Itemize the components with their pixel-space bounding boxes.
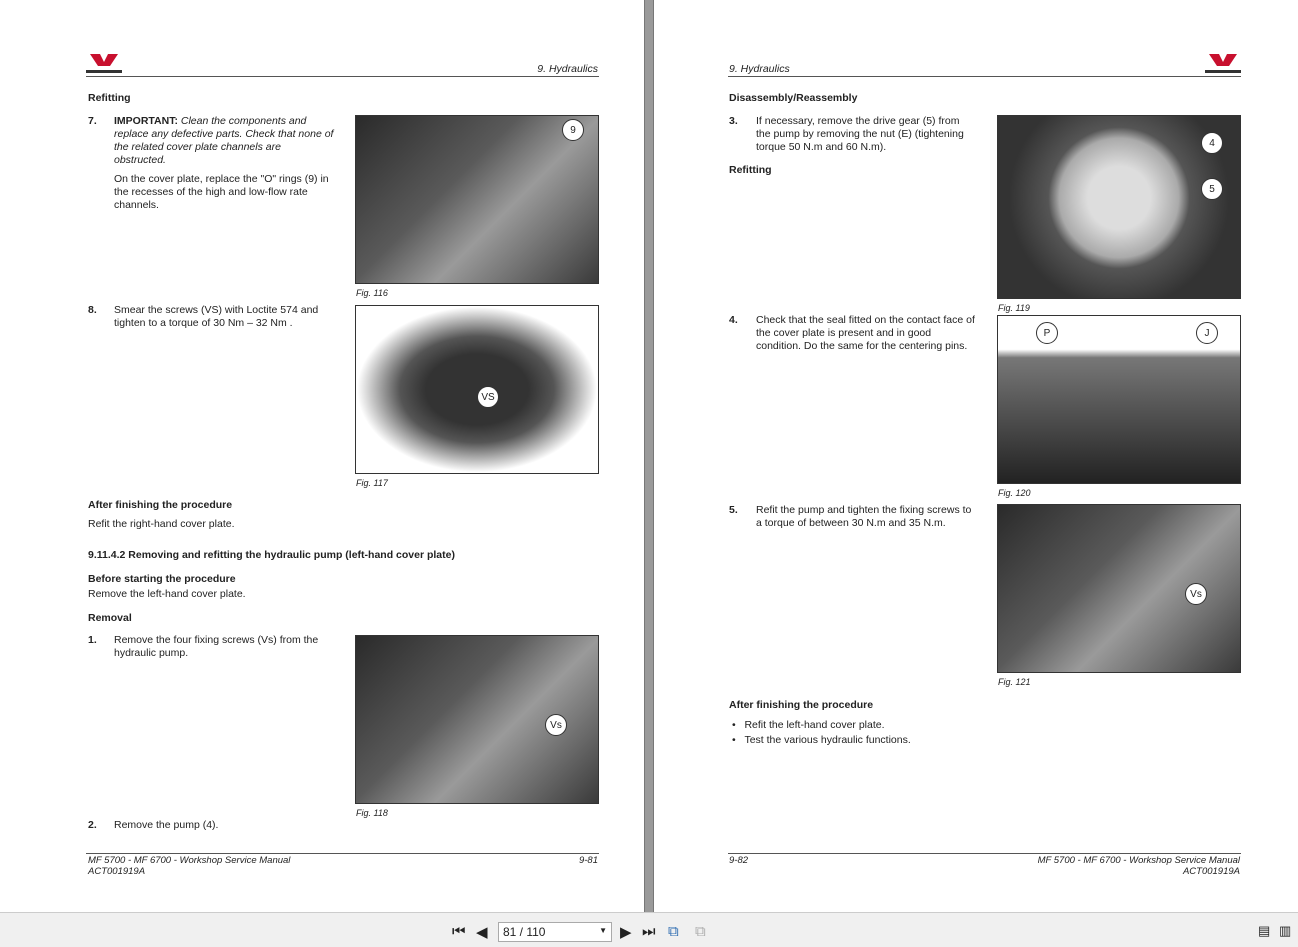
figure-116-image [355,115,599,284]
go-forward-view-icon[interactable]: ⧉ [695,923,706,940]
page-number: 9-82 [729,855,749,866]
navigation-toolbar [0,912,1298,947]
right-page [653,0,1298,912]
single-page-view-icon[interactable]: ▤ [1258,923,1271,938]
step7-text [114,115,334,167]
last-page-button[interactable]: ⏭ [642,923,656,940]
left-page [0,0,645,912]
step-number: 3. [729,115,738,127]
callout: 5 [1201,178,1223,200]
heading-refitting: Refitting [729,164,772,176]
figure-119-image [997,115,1241,299]
footer-title: MF 5700 - MF 6700 - Workshop Service Manual [88,855,291,866]
section-heading: 9.11.4.2 Removing and refitting the hydraulic pump (left-hand cover plate) [88,549,455,561]
figure-caption: Fig. 118 [356,808,388,818]
important-note: Clean the components and replace any defective parts. Check that none of the related cover plate channels are obstructed. [114,115,334,166]
heading-disassembly: Disassembly/Reassembly [729,92,858,104]
bullet-item: • Test the various hydraulic functions. [732,734,911,746]
figure-121-image [997,504,1241,673]
heading-refitting: Refitting [88,92,131,104]
callout: 4 [1201,132,1223,154]
go-back-view-icon[interactable]: ⧉ [668,923,679,940]
figure-caption: Fig. 117 [356,478,388,488]
step5-text: Refit the pump and tighten the fixing screws to a torque of between 30 N.m and 35 N.m. [756,504,972,529]
callout: VS [477,386,499,408]
previous-page-button[interactable]: ◀ [476,924,488,941]
step-number: 2. [88,819,97,831]
footer-code: ACT001919A [1182,866,1240,877]
step1-text: Remove the four fixing screws (Vs) from the hydraulic pump. [114,634,319,659]
next-page-button[interactable]: ▶ [620,924,632,941]
callout: J [1196,322,1218,344]
heading-removal: Removal [88,612,132,624]
step8-text: Smear the screws (VS) with Loctite 574 and tighten to a torque of 30 Nm – 32 Nm . [114,304,319,329]
after-text: Refit the right-hand cover plate. [88,518,235,530]
bullet-text: Test the various hydraulic functions. [744,734,911,746]
brand-logo-icon [86,52,122,76]
figure-caption: Fig. 121 [998,677,1031,687]
figure-caption: Fig. 119 [998,303,1030,313]
step-number: 8. [88,304,97,316]
bullet-item: • Refit the left-hand cover plate. [732,719,885,731]
step2-text: Remove the pump (4). [114,819,219,831]
callout: Vs [545,714,567,736]
figure-118-image [355,635,599,804]
callout: P [1036,322,1058,344]
step-number: 7. [88,115,97,127]
page-header: 9. Hydraulics [729,63,790,75]
dropdown-arrow-icon[interactable]: ▼ [599,926,607,935]
bullet-text: Refit the left-hand cover plate. [744,719,885,731]
heading-after: After finishing the procedure [88,499,233,511]
step-number: 4. [729,314,738,326]
footer-code: ACT001919A [88,866,146,877]
callout: Vs [1185,583,1207,605]
page-number: 9-81 [578,855,598,866]
figure-caption: Fig. 116 [356,288,388,298]
step-number: 5. [729,504,738,516]
figure-117-image [355,305,599,474]
important-label: IMPORTANT: [114,115,178,127]
step7-instruction: On the cover plate, replace the "O" rings (9) in the recesses of the high and low-flow rate channels. [114,173,329,211]
figure-120-image [997,315,1241,484]
callout: 9 [562,119,584,141]
two-page-view-icon[interactable]: ▥ [1279,923,1292,938]
step4-text: Check that the seal fitted on the contact face of the cover plate is present and in good condition. Do the same for the centering pins. [756,314,975,352]
step-number: 1. [88,634,97,646]
heading-after: After finishing the procedure [729,699,874,711]
page-number-input[interactable] [498,922,612,942]
brand-logo-icon [1205,52,1241,76]
before-text: Remove the left-hand cover plate. [88,588,246,600]
page-number-value: 81 / 110 [503,925,546,939]
page-header: 9. Hydraulics [537,63,598,75]
heading-before: Before starting the procedure [88,573,236,585]
step3-text: If necessary, remove the drive gear (5) from the pump by removing the nut (E) (tightening torque 50 N.m and 60 N.m). [756,115,964,153]
first-page-button[interactable]: ⏮ [452,923,466,940]
footer-title: MF 5700 - MF 6700 - Workshop Service Manual [1037,855,1240,866]
figure-caption: Fig. 120 [998,488,1031,498]
